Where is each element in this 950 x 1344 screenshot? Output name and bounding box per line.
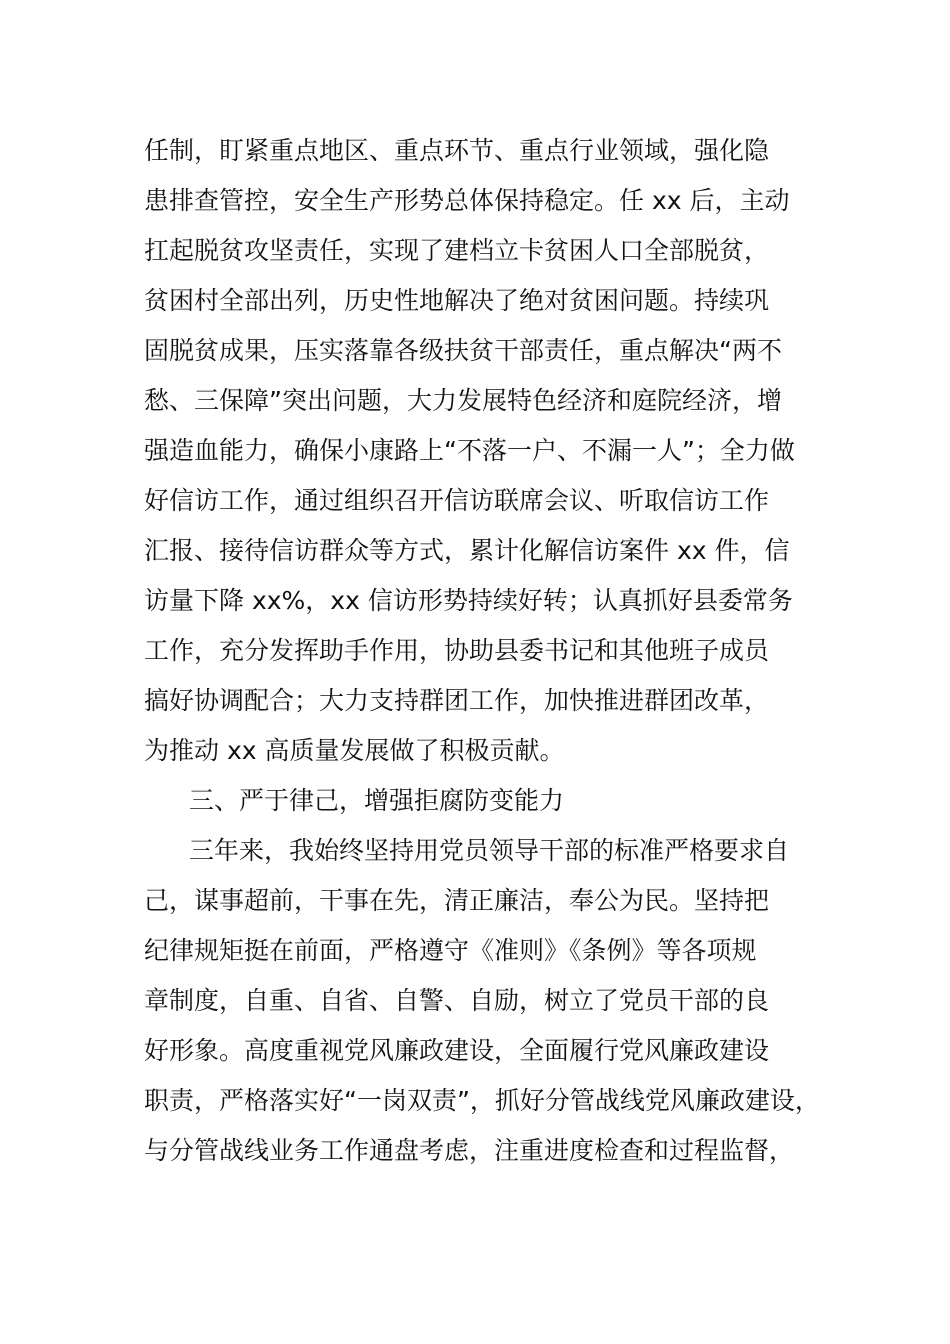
paragraph-line: 扛起脱贫攻坚责任，实现了建档立卡贫困人口全部脱贫， [144, 236, 770, 265]
paragraph-line: 好形象。高度重视党风廉政建设，全面履行党风廉政建设 [144, 1036, 770, 1065]
paragraph-line: 贫困村全部出列，历史性地解决了绝对贫困问题。持续巩 [144, 286, 770, 315]
paragraph-line: 搞好协调配合；大力支持群团工作，加快推进群团改革， [144, 686, 770, 715]
paragraph-line: 章制度，自重、自省、自警、自励，树立了党员干部的良 [144, 986, 770, 1015]
paragraph-line: 患排查管控，安全生产形势总体保持稳定。任 xx 后，主动 [144, 186, 790, 215]
paragraph-line: 与分管战线业务工作通盘考虑，注重进度检查和过程监督， [144, 1136, 795, 1165]
paragraph-line: 固脱贫成果，压实落靠各级扶贫干部责任，重点解决“两不 [144, 336, 782, 365]
paragraph-line: 汇报、接待信访群众等方式，累计化解信访案件 xx 件，信 [144, 536, 790, 565]
paragraph-line: 职责，严格落实好“一岗双责”，抓好分管战线党风廉政建设， [144, 1086, 820, 1115]
paragraph-line: 三年来，我始终坚持用党员领导干部的标准严格要求自 [189, 836, 790, 865]
paragraph-line: 为推动 xx 高质量发展做了积极贡献。 [144, 736, 565, 765]
paragraph-line: 访量下降 xx%，xx 信访形势持续好转；认真抓好县委常务 [144, 586, 793, 615]
paragraph-line: 纪律规矩挺在前面，严格遵守《准则》《条例》等各项规 [144, 936, 757, 965]
paragraph-line: 好信访工作，通过组织召开信访联席会议、听取信访工作 [144, 486, 770, 515]
paragraph-line: 强造血能力，确保小康路上“不落一户、不漏一人”；全力做 [144, 436, 795, 465]
paragraph-line: 工作，充分发挥助手作用，协助县委书记和其他班子成员 [144, 636, 770, 665]
section-heading: 三、严于律己，增强拒腐防变能力 [189, 786, 565, 815]
paragraph-line: 己，谋事超前，干事在先，清正廉洁，奉公为民。坚持把 [144, 886, 770, 915]
paragraph-line: 愁、三保障”突出问题，大力发展特色经济和庭院经济，增 [144, 386, 782, 415]
document-body [144, 126, 834, 1176]
paragraph-line: 任制，盯紧重点地区、重点环节、重点行业领域，强化隐 [144, 136, 770, 165]
